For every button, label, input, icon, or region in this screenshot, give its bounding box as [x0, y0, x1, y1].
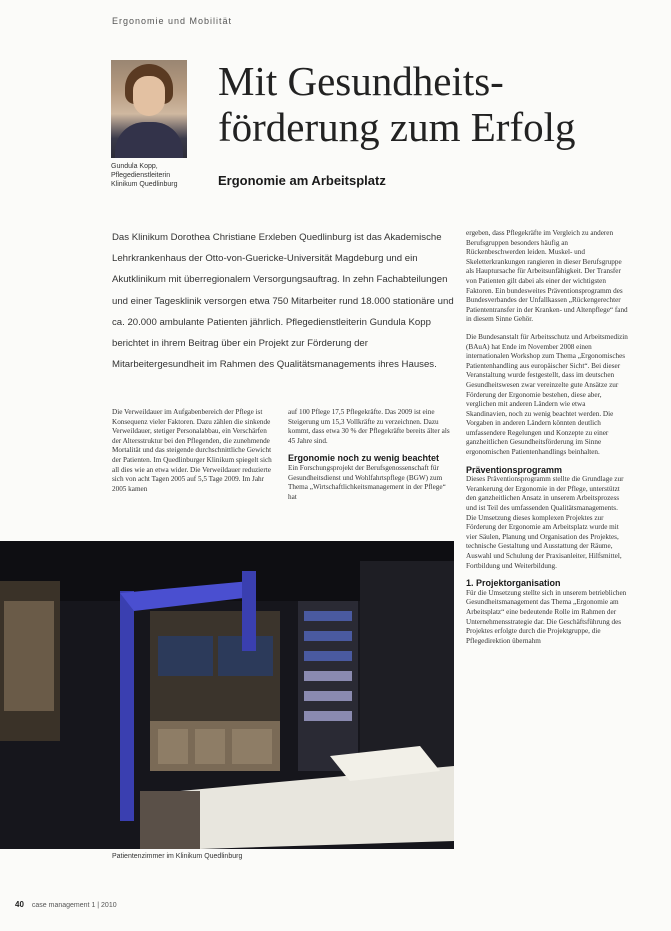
col1-paragraph-1: Die Verweildauer im Aufgabenbereich der Pflege ist Konsequenz vieler Faktoren. Dazu zählen die sinkende Verweildauer, stetiger Personalabbau, ein Verschärfen der Altersstruktur bei den Pflegenden, die zunehmende Mortalität und das steigende durchschnittliche Gewicht der Patienten. Im Quedlinburger Klinikum spiegelt sich all dies wie an etwa wider. Die Verweildauer reduzierte sich von acht Tagen 2005 auf 5,5 Tage 2009. Im Jahr 2005 kamen — [112, 408, 272, 493]
portrait-caption-name: Gundula Kopp, — [111, 163, 158, 170]
heading-praeventionsprogramm: Präventionsprogramm — [466, 464, 563, 475]
article-title-line2: förderung zum Erfolg — [218, 104, 576, 150]
article-title-line1: Mit Gesundheits- — [218, 58, 504, 104]
heading-ergonomie: Ergonomie noch zu wenig beachtet — [288, 453, 440, 464]
patient-room-illustration — [0, 541, 454, 849]
col3-paragraph-2: Die Bundesanstalt für Arbeitsschutz und Arbeitsmedizin (BAuA) hat Ende im November 2008 einen internationalen Workshop zum Thema „Ergonomisches Patientenhandling aus europäischer Sicht“. Bei dieser Veranstaltung wurde festgestellt, dass im deutschen Gesundheitswesen zwar vereinzelte gute Ansätze zur Förderung der Ergonomie bestehen, diese aber, verglichen mit anderen Ländern wie etwa Skandinavien, noch zu wenig beachtet werden. Die Vorgaben in anderen Ländern könnten deutlich umfassendere Regelungen und Konzepte zu einer ganzheitlichen Gesundheitsförderung im Sinne ergonomischen Patientenhandlings beinhalten. — [466, 332, 628, 457]
col2-paragraph-2: Ein Forschungsprojekt der Berufsgenossenschaft für Gesundheitsdienst und Wohlfahrtspflege (BGW) zum Thema „Wirtschaftlichkeitsmanagement in der Pflege“ hat — [288, 463, 446, 501]
author-portrait — [111, 60, 187, 158]
rubric: Ergonomie und Mobilität — [112, 16, 233, 26]
lead-paragraph: Das Klinikum Dorothea Christiane Erxleben Quedlinburg ist das Akademische Lehrkrankenhaus der Otto-von-Guericke-Universität Magdeburg und ein Akutklinikum mit überregionalem Versorgungsauftrag. In zehn Fachabteilungen und einer Tagesklinik versorgen etwa 750 Mitarbeiter rund 18.000 stationäre und ca. 20.000 ambulante Patienten jährlich. Pflegedienstleiterin Gundula Kopp berichtet in ihrem Beitrag über ein Projekt zur Förderung der Mitarbeitergesundheit im Rahmen des Qualitätsmanagements ihres Hauses. — [112, 232, 454, 371]
body-column-2 — [288, 408, 454, 502]
journal-issue: case management 1 | 2010 — [31, 902, 117, 909]
portrait-caption-org: Klinikum Quedlinburg — [111, 181, 178, 188]
portrait-caption-role: Pflegedienstleiterin — [111, 172, 171, 179]
col3-paragraph-1: ergeben, dass Pflegekräfte im Vergleich zu anderen Berufsgruppen besonders häufig an Rückenbeschwerden leiden. Muskel- und Skeletterkrankungen rangieren in dieser Berufsgruppe als Hauptursache für Arbeitsunfähigkeit. Der Transfer von Patienten gilt dabei als einer der wichtigsten Faktoren. Ein bundesweites Präventionsprogramm des Bundesverbandes der Unfallkassen „Rückengerechter Patiententransfer in der Kranken- und Altenpflege“ fand in diesem Sinne Gehör. — [466, 229, 628, 324]
article-title — [218, 58, 598, 150]
page-number: 40 — [15, 900, 24, 909]
patient-room-photo — [0, 541, 454, 849]
page-footer — [15, 900, 117, 909]
heading-projektorganisation: 1. Projektorganisation — [466, 578, 561, 589]
body-column-3 — [466, 229, 628, 646]
portrait-caption — [111, 162, 201, 189]
col3-paragraph-4: Für die Umsetzung stellte sich in unserem betrieblichen Gesundheitsmanagement das Thema „Ergonomie am Arbeitsplatz“ eine bedeutende Rolle im Rahmen der Unternehmensstrategie dar. Die Geschäftsführung des Projektes erfolgte durch die Projektgruppe, die Pflegedirektion übernahm — [466, 588, 627, 645]
body-column-1 — [112, 408, 274, 494]
photo-caption: Patientenzimmer im Klinikum Quedlinburg — [112, 853, 243, 860]
col2-paragraph-1: auf 100 Pflege 17,5 Pflegekräfte. Das 2009 ist eine Steigerung um 15,3 Vollkräfte zu verzeichnen. Dazu kommt, dass etwa 30 % der Pflegekräfte bereits älter als 45 Jahre sind. — [288, 408, 450, 445]
col3-paragraph-3: Dieses Präventionsprogramm stellte die Grundlage zur Verankerung der Ergonomie in der Pflege, unterstützt den ganzheitlichen Ansatz in unserem Arbeitsprozess und ist Teil des umfassenden Qualitätsmanagements. Die Umsetzung dieses komplexen Projektes zur Förderung der Ergonomie am Arbeitsplatz wurde mit vier Säulen, Planung und Organisation des Projektes, technische Gestaltung und Ausstattung der Räume, Auswahl und Schulung der Praxisanleiter, Hilfsmittel, Fortbildung und Weiterbildung. — [466, 475, 624, 570]
article-subtitle: Ergonomie am Arbeitsplatz — [218, 173, 386, 188]
